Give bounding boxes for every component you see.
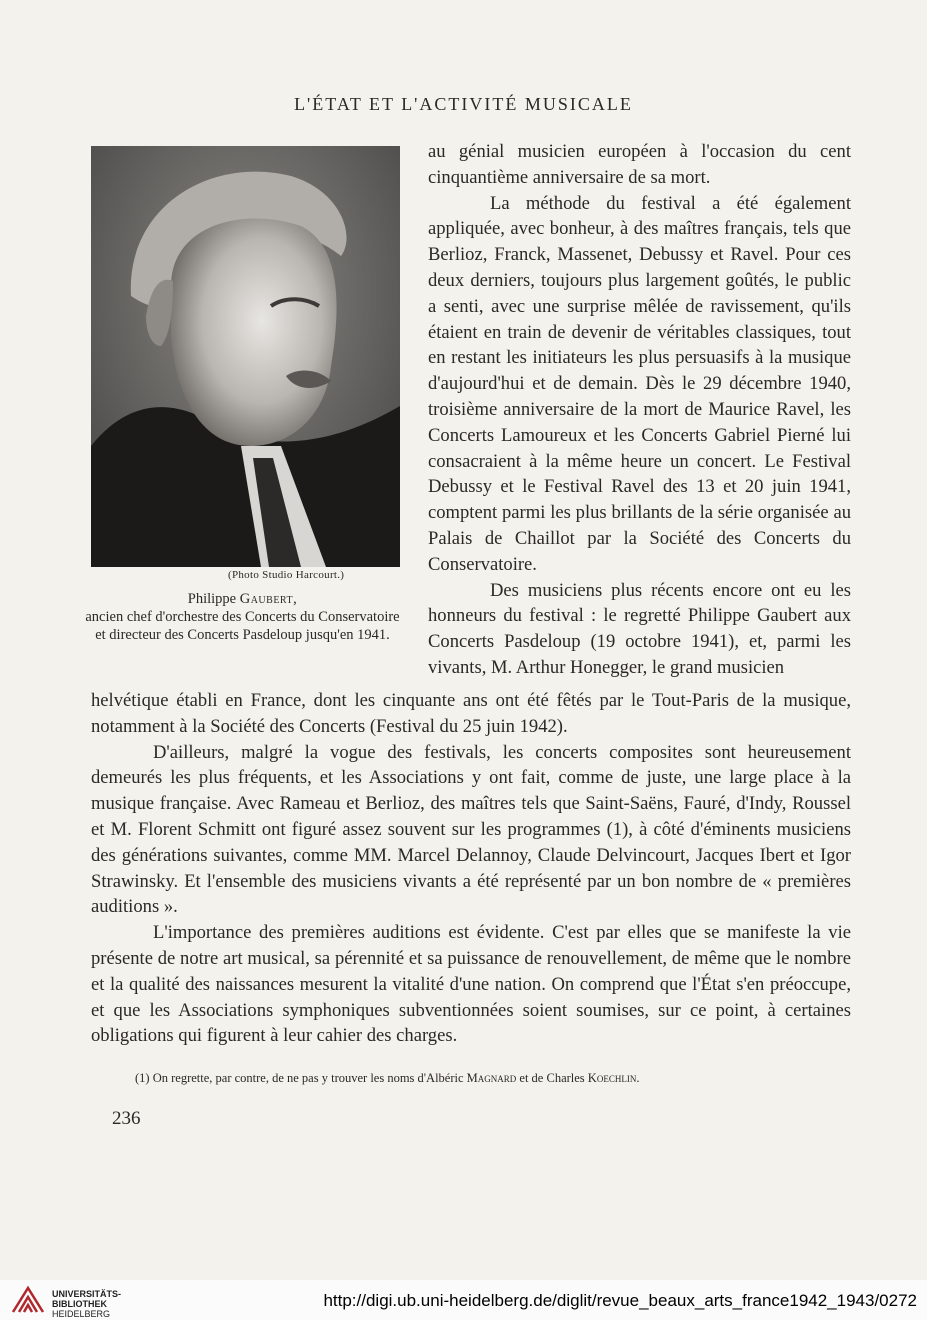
- right-column-text: [428, 139, 851, 681]
- library-logo-icon: [10, 1284, 46, 1316]
- caption-name: Philippe: [187, 591, 237, 607]
- footnote: [135, 1071, 835, 1086]
- running-title: L'ÉTAT ET L'ACTIVITÉ MUSICALE: [294, 94, 633, 114]
- logo-line-1: UNIVERSITÄTS-: [52, 1289, 122, 1299]
- paragraph-3a: Des musiciens plus récents encore ont eu les honneurs du festival : le regretté Philippe Gaubert aux Concerts Pasdeloup (19 octobre 1941), et, parmi les vivants, M. Arthur Honegger, le grand musicien: [428, 579, 851, 678]
- page-number: 236: [112, 1108, 141, 1129]
- full-width-text: [91, 688, 851, 1049]
- portrait-image: [91, 146, 400, 567]
- footnote-name-2: Koechlin.: [587, 1071, 640, 1085]
- paragraph-3b: helvétique établi en France, dont les cinquante ans ont été fêtés par le Tout-Paris de la musique, notamment à la Société des Concerts (Festival du 25 juin 1942).: [91, 690, 851, 737]
- permalink-url[interactable]: http://digi.ub.uni-heidelberg.de/diglit/revue_beaux_arts_france1942_1943/0272: [323, 1291, 917, 1310]
- paragraph-4: D'ailleurs, malgré la vogue des festivals, les concerts composites sont heureusement demeurés les plus fréquents, et les Associations y ont fait, comme de juste, une large place à la musique française. Avec Rameau et Berlioz, des maîtres tels que Saint-Saëns, Fauré, d'Indy, Roussel et M. Florent Schmitt ont figuré assez souvent sur les programmes (1), à côté d'éminents musiciens des générations suivantes, comme MM. Marcel Delannoy, Claude Delvincourt, Jacques Ibert et Igor Strawinsky. Et l'ensemble des musiciens vivants a été représenté par un bon nombre de « premières auditions ».: [91, 741, 851, 918]
- viewer-footer: [0, 1280, 927, 1320]
- footnote-name-1: Magnard: [466, 1071, 517, 1085]
- footnote-text-a: (1) On regrette, par contre, de ne pas y trouver les noms d'Albéric: [135, 1071, 464, 1085]
- caption-description: ancien chef d'orchestre des Concerts du Conservatoire et directeur des Concerts Pasdeloup jusqu'en 1941.: [85, 609, 400, 643]
- caption-surname: Gaubert,: [239, 591, 298, 607]
- portrait-photo: [91, 146, 400, 567]
- logo-line-2: BIBLIOTHEK: [52, 1299, 107, 1309]
- paragraph-2: La méthode du festival a été également appliquée, avec bonheur, à des maîtres français, tels que Berlioz, Franck, Massenet, Debussy et Ravel. Pour ces deux derniers, toujours plus largement goûtés, le public a senti, avec une surprise mêlée de ravissement, qu'ils étaient en train de devenir de véritables classiques, tout en restant les initiateurs les plus persuasifs à la musique d'aujourd'hui et de demain. Dès le 29 décembre 1940, troisième anniversaire de la mort de Maurice Ravel, les Concerts Lamoureux et les Concerts Gabriel Pierné lui consacraient à la même heure un concert. Le Festival Debussy et le Festival Ravel des 13 et 20 juin 1941, comptent parmi les plus brillants de la série organisée au Palais de Chaillot par la Société des Concerts du Conservatoire.: [428, 192, 851, 575]
- logo-line-3: HEIDELBERG: [52, 1309, 111, 1319]
- paragraph-1: au génial musicien européen à l'occasion du cent cinquantième anniversaire de sa mort.: [428, 141, 851, 188]
- paragraph-5: L'importance des premières auditions est évidente. C'est par elles que se manifeste la vie présente de notre art musical, sa pérennité et sa puissance de renouvellement, de même que le nombre et la qualité des naissances mesurent la vitalité d'une nation. On comprend que l'État s'en préoccupe, et que les Associations symphoniques subventionnées soient soumises, sur ce point, à certaines obligations qui figurent à leur cahier des charges.: [91, 922, 851, 1047]
- footnote-text-b: et de Charles: [519, 1071, 585, 1085]
- photo-caption: [80, 590, 405, 644]
- library-logo-text: [52, 1289, 121, 1319]
- photo-credit: (Photo Studio Harcourt.): [228, 569, 345, 581]
